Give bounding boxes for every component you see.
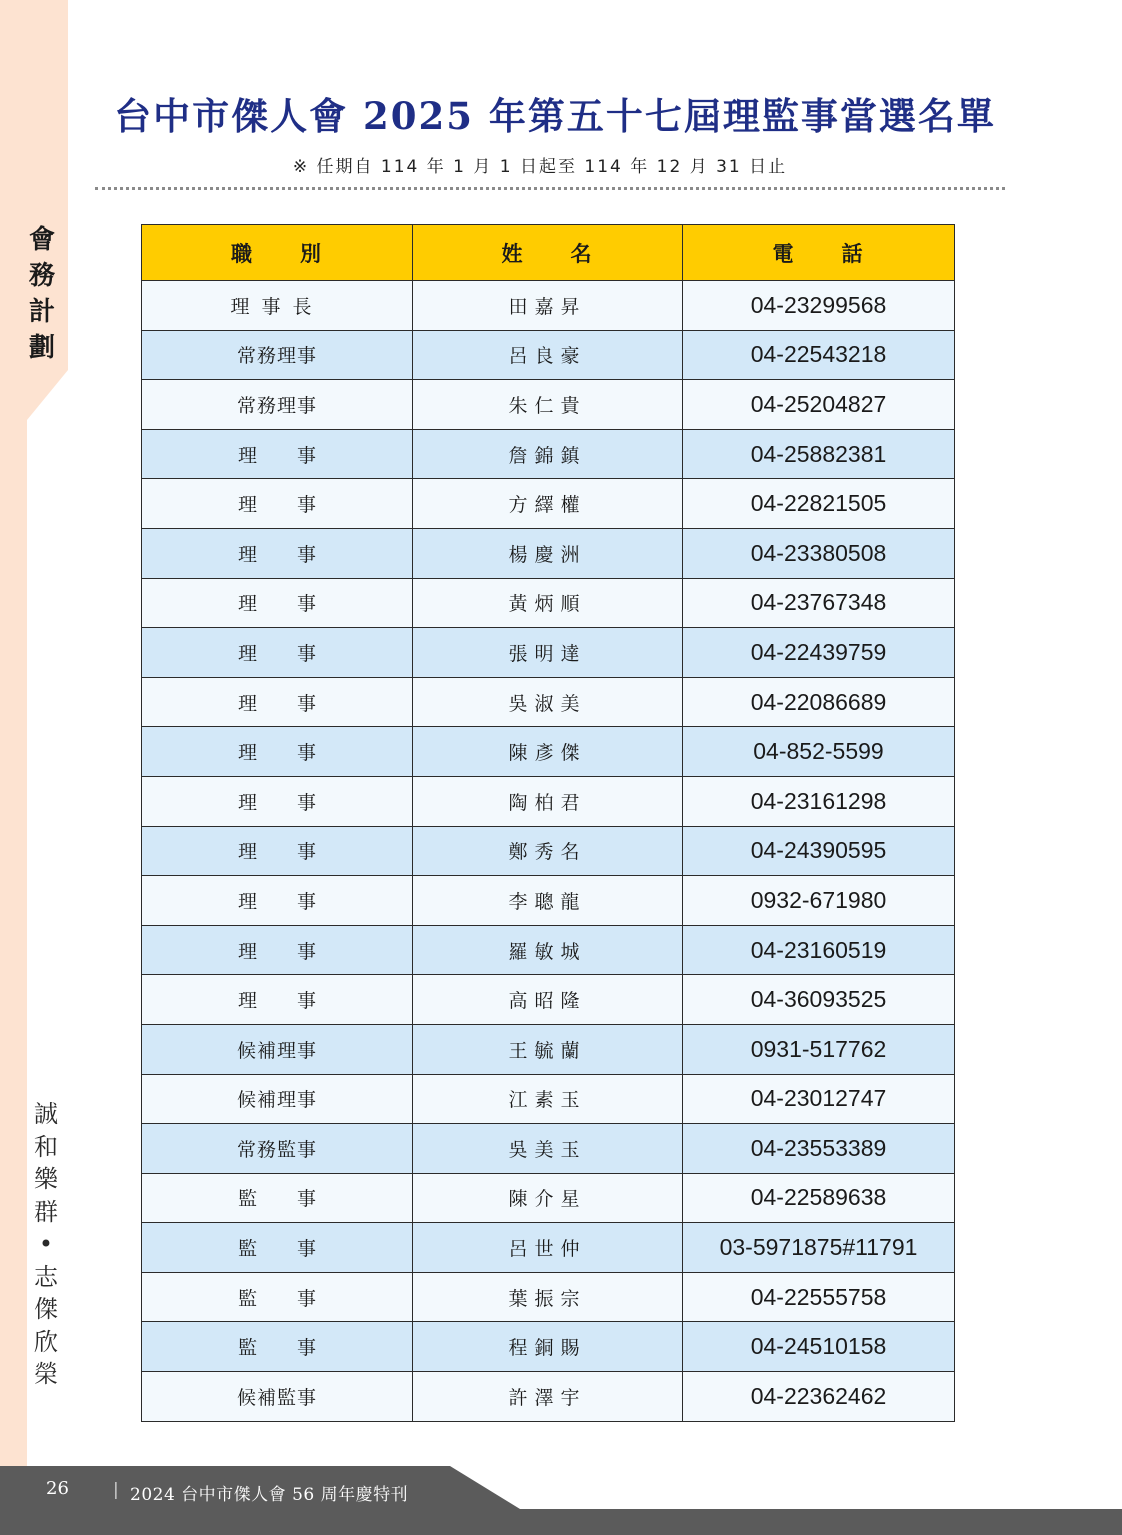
table-row <box>142 975 955 1025</box>
name-cell: 呂良豪 <box>413 330 683 380</box>
phone-cell: 03-5971875#11791 <box>683 1223 955 1273</box>
table-row <box>142 826 955 876</box>
role-cell <box>142 1322 413 1372</box>
role-cell <box>142 380 413 430</box>
name-cell: 高昭隆 <box>413 975 683 1025</box>
side-section-char: 劃 <box>28 333 55 363</box>
role-char: 事 <box>296 990 316 1013</box>
role-char: 事 <box>296 1188 316 1211</box>
name-cell: 詹錦鎮 <box>413 429 683 479</box>
role-text <box>238 441 316 468</box>
phone-cell: 04-23380508 <box>683 528 955 578</box>
role-text <box>238 1333 316 1360</box>
page-number: 26 <box>46 1478 69 1499</box>
table-row <box>142 578 955 628</box>
name-cell: 葉振宗 <box>413 1272 683 1322</box>
phone-cell: 04-852-5599 <box>683 727 955 777</box>
table-row <box>142 1272 955 1322</box>
side-section-char: 務 <box>28 261 55 291</box>
role-char: 監 <box>238 1238 258 1261</box>
role-text: 候補理事 <box>236 1089 317 1112</box>
table-body <box>142 281 955 1422</box>
phone-cell: 0931-517762 <box>683 1024 955 1074</box>
role-char: 理 <box>238 990 258 1013</box>
name-cell: 陳彥傑 <box>413 727 683 777</box>
role-text: 常務監事 <box>236 1138 317 1161</box>
dotted-divider <box>95 187 1005 190</box>
role-text: 候補監事 <box>236 1386 317 1409</box>
role-char: 監 <box>238 1337 258 1360</box>
name-cell: 方繹權 <box>413 479 683 529</box>
motto-char: • <box>38 1230 54 1258</box>
motto-char: 和 <box>34 1132 58 1161</box>
phone-cell: 04-22086689 <box>683 677 955 727</box>
role-char: 事 <box>296 791 316 814</box>
table-row <box>142 1372 955 1422</box>
board-members-table <box>141 224 955 1422</box>
side-section-label <box>22 222 62 366</box>
table-row <box>142 925 955 975</box>
role-text: 理事長 <box>230 295 324 318</box>
publication-title: 2024 台中市傑人會 56 周年慶特刊 <box>130 1485 409 1505</box>
role-cell <box>142 677 413 727</box>
role-cell <box>142 281 413 331</box>
role-cell <box>142 429 413 479</box>
role-char: 理 <box>238 791 258 814</box>
name-cell: 張明達 <box>413 628 683 678</box>
phone-cell: 04-25204827 <box>683 380 955 430</box>
table-row <box>142 1322 955 1372</box>
role-cell <box>142 1124 413 1174</box>
side-motto <box>26 1098 66 1391</box>
phone-cell: 04-24510158 <box>683 1322 955 1372</box>
role-cell <box>142 578 413 628</box>
role-char: 監 <box>238 1287 258 1310</box>
role-text <box>238 1284 316 1311</box>
phone-cell: 04-23767348 <box>683 578 955 628</box>
role-text <box>238 738 316 765</box>
name-cell: 田嘉昇 <box>413 281 683 331</box>
footer-separator: | <box>113 1480 119 1500</box>
side-section-char: 計 <box>28 297 55 327</box>
role-char: 事 <box>296 742 316 765</box>
role-char: 理 <box>238 593 258 616</box>
motto-char: 群 <box>34 1197 58 1226</box>
role-char: 理 <box>238 692 258 715</box>
name-cell: 鄭秀名 <box>413 826 683 876</box>
phone-cell: 04-36093525 <box>683 975 955 1025</box>
table-row <box>142 876 955 926</box>
phone-cell: 04-23160519 <box>683 925 955 975</box>
name-cell: 黃炳順 <box>413 578 683 628</box>
phone-cell: 04-22555758 <box>683 1272 955 1322</box>
name-cell: 吳淑美 <box>413 677 683 727</box>
role-cell <box>142 1223 413 1273</box>
name-cell: 楊慶洲 <box>413 528 683 578</box>
side-section-char: 會 <box>28 225 55 255</box>
role-cell <box>142 1272 413 1322</box>
role-text <box>238 986 316 1013</box>
table-row <box>142 479 955 529</box>
role-text <box>238 937 316 964</box>
role-cell <box>142 1173 413 1223</box>
role-cell <box>142 826 413 876</box>
motto-char: 樂 <box>34 1165 58 1193</box>
name-cell: 王毓蘭 <box>413 1024 683 1074</box>
table-row <box>142 1173 955 1223</box>
role-char: 事 <box>296 1337 316 1360</box>
name-cell: 程銅賜 <box>413 1322 683 1372</box>
motto-char: 傑 <box>34 1295 58 1323</box>
role-char: 監 <box>238 1188 258 1211</box>
role-cell <box>142 925 413 975</box>
role-text: 候補理事 <box>236 1039 317 1062</box>
phone-cell: 04-22362462 <box>683 1372 955 1422</box>
term-note: ※ 任期自 114 年 1 月 1 日起至 114 年 12 月 31 日止 <box>292 157 788 177</box>
role-text <box>238 788 316 815</box>
role-char: 理 <box>238 494 258 517</box>
phone-cell: 04-23012747 <box>683 1074 955 1124</box>
role-text <box>238 837 316 864</box>
name-cell: 陳介星 <box>413 1173 683 1223</box>
role-cell <box>142 776 413 826</box>
phone-cell: 04-24390595 <box>683 826 955 876</box>
role-cell <box>142 1372 413 1422</box>
role-char: 事 <box>296 890 316 913</box>
phone-cell: 0932-671980 <box>683 876 955 926</box>
header-phone: 電 話 <box>683 225 955 281</box>
phone-cell: 04-22439759 <box>683 628 955 678</box>
name-cell: 朱仁貴 <box>413 380 683 430</box>
table-row <box>142 677 955 727</box>
table-row <box>142 776 955 826</box>
role-cell <box>142 1024 413 1074</box>
name-cell: 羅敏城 <box>413 925 683 975</box>
table-row <box>142 628 955 678</box>
table-row <box>142 727 955 777</box>
role-char: 事 <box>296 593 316 616</box>
role-char: 理 <box>238 841 258 864</box>
name-cell: 吳美玉 <box>413 1124 683 1174</box>
table-header-row <box>142 225 955 281</box>
role-text <box>238 639 316 666</box>
role-text <box>238 490 316 517</box>
role-char: 事 <box>296 444 316 467</box>
name-cell: 呂世仲 <box>413 1223 683 1273</box>
role-char: 理 <box>238 543 258 566</box>
name-cell: 陶柏君 <box>413 776 683 826</box>
role-cell <box>142 876 413 926</box>
table-row <box>142 429 955 479</box>
header-role: 職 別 <box>142 225 413 281</box>
page-title: 台中市傑人會 2025 年第五十七屆理監事當選名單 <box>114 94 996 138</box>
phone-cell: 04-25882381 <box>683 429 955 479</box>
role-text <box>238 689 316 716</box>
role-char: 理 <box>238 890 258 913</box>
role-char: 事 <box>296 494 316 517</box>
role-char: 理 <box>238 444 258 467</box>
role-text <box>238 1234 316 1261</box>
role-char: 事 <box>296 543 316 566</box>
role-char: 理 <box>238 940 258 963</box>
phone-cell: 04-22543218 <box>683 330 955 380</box>
phone-cell: 04-23299568 <box>683 281 955 331</box>
role-text: 常務理事 <box>236 345 317 368</box>
table-row <box>142 1223 955 1273</box>
motto-char: 誠 <box>34 1100 58 1128</box>
role-char: 事 <box>296 692 316 715</box>
role-char: 事 <box>296 940 316 963</box>
table-row <box>142 1124 955 1174</box>
phone-cell: 04-23161298 <box>683 776 955 826</box>
role-cell <box>142 528 413 578</box>
table-row <box>142 281 955 331</box>
role-char: 事 <box>296 1238 316 1261</box>
role-cell <box>142 1074 413 1124</box>
name-cell: 江素玉 <box>413 1074 683 1124</box>
role-text <box>238 540 316 567</box>
role-text: 常務理事 <box>236 394 317 417</box>
role-cell <box>142 975 413 1025</box>
table-row <box>142 330 955 380</box>
phone-cell: 04-23553389 <box>683 1124 955 1174</box>
role-text <box>238 589 316 616</box>
role-char: 事 <box>296 841 316 864</box>
table-row <box>142 1074 955 1124</box>
table-row <box>142 380 955 430</box>
role-cell <box>142 628 413 678</box>
role-char: 理 <box>238 642 258 665</box>
role-cell <box>142 727 413 777</box>
table-row <box>142 528 955 578</box>
motto-char: 志 <box>34 1262 58 1291</box>
header-name: 姓 名 <box>413 225 683 281</box>
table-row <box>142 1024 955 1074</box>
role-char: 事 <box>296 642 316 665</box>
role-cell <box>142 479 413 529</box>
motto-char: 榮 <box>34 1360 58 1388</box>
role-cell <box>142 330 413 380</box>
name-cell: 李聰龍 <box>413 876 683 926</box>
role-text <box>238 887 316 914</box>
role-char: 事 <box>296 1287 316 1310</box>
role-char: 理 <box>238 742 258 765</box>
motto-char: 欣 <box>34 1327 58 1356</box>
phone-cell: 04-22821505 <box>683 479 955 529</box>
role-text <box>238 1184 316 1211</box>
phone-cell: 04-22589638 <box>683 1173 955 1223</box>
name-cell: 許澤宇 <box>413 1372 683 1422</box>
